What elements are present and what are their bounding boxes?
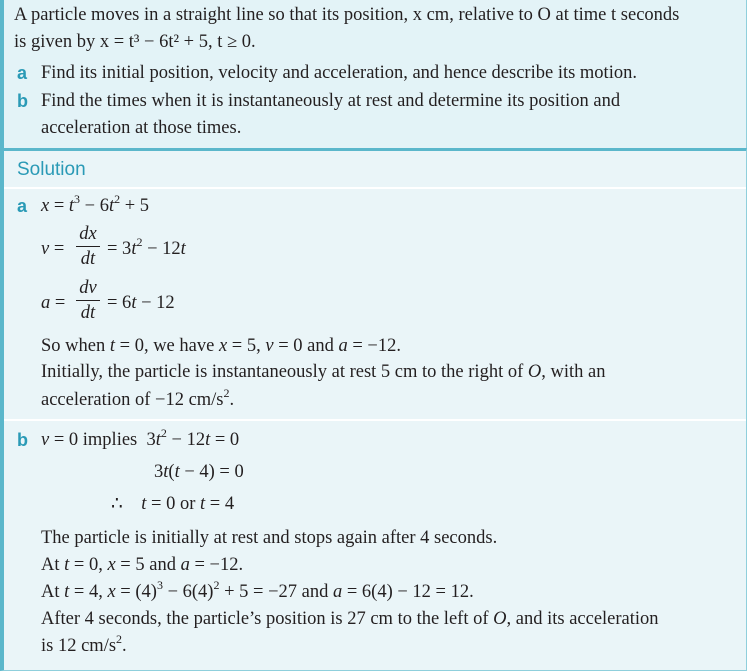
solution-a-a-lhs: a = [41, 293, 66, 313]
solution-a-a-rhs: = 6t − 12 [107, 293, 175, 313]
part-a-label: a [17, 63, 28, 83]
part-a-text: Find its initial position, velocity and acceleration, and hence describe its motion. [41, 63, 637, 83]
solution-b-eq-2: 3t(t − 4) = 0 [154, 462, 244, 482]
solution-a-text-2: Initially, the particle is instantaneously at rest 5 cm to the right of O, with an [41, 362, 606, 382]
dt-denominator: dt [80, 249, 96, 269]
question-intro-line-1: A particle moves in a straight line so that its position, x cm, relative to O at time t seconds [14, 5, 680, 25]
dv-dt-fraction [76, 278, 100, 323]
divider [4, 187, 746, 189]
solution-b-label: b [17, 430, 28, 450]
solution-b-text-3: At t = 4, $x = (4)^3 - 6(4)^2 + 5 = -27$ and a = 6(4) − 12 = 12. [41, 578, 474, 602]
solution-b-eq-1: v = 0 implies $3t^2 - 12t = 0$ [41, 426, 240, 450]
question-box [0, 0, 747, 148]
divider [4, 419, 746, 421]
solution-b-text-4: After 4 seconds, the particle’s position is 27 cm to the left of O, and its acceleration [41, 609, 659, 629]
solution-b-text-1: The particle is initially at rest and stops again after 4 seconds. [41, 528, 498, 548]
solution-b-text-5: is 12 $cm/s^2$. [41, 632, 127, 656]
dt-denominator: dt [80, 303, 96, 323]
fraction-bar [76, 300, 100, 301]
solution-a-v-lhs: v = [41, 239, 65, 259]
solution-b-eq-3: ∴ t = 0 or t = 4 [111, 494, 235, 514]
solution-b-text-2: At t = 0, x = 5 and a = −12. [41, 555, 244, 575]
fraction-bar [76, 246, 100, 247]
solution-box [0, 148, 747, 671]
part-b-text-line-2: acceleration at those times. [41, 118, 242, 138]
question-intro-line-2: is given by x = t³ − 6t² + 5, t ≥ 0. [14, 32, 256, 52]
part-b-text-line-1: Find the times when it is instantaneously at rest and determine its position and [41, 91, 621, 111]
solution-a-eq-x: $x = t^3 - 6t^2 + 5$ [41, 192, 150, 216]
dx-dt-fraction [76, 224, 100, 269]
dx-numerator: dx [79, 224, 97, 244]
part-b-label: b [17, 91, 28, 111]
solution-heading: Solution [17, 159, 86, 180]
dv-numerator: dv [79, 278, 97, 298]
solution-a-text-1: So when t = 0, we have x = 5, v = 0 and a = −12. [41, 336, 401, 356]
solution-a-text-3: acceleration of −12 $cm/s^2$. [41, 386, 235, 410]
solution-a-label: a [17, 196, 28, 216]
solution-a-v-rhs: = $3t^2 - 12t$ [107, 235, 186, 259]
